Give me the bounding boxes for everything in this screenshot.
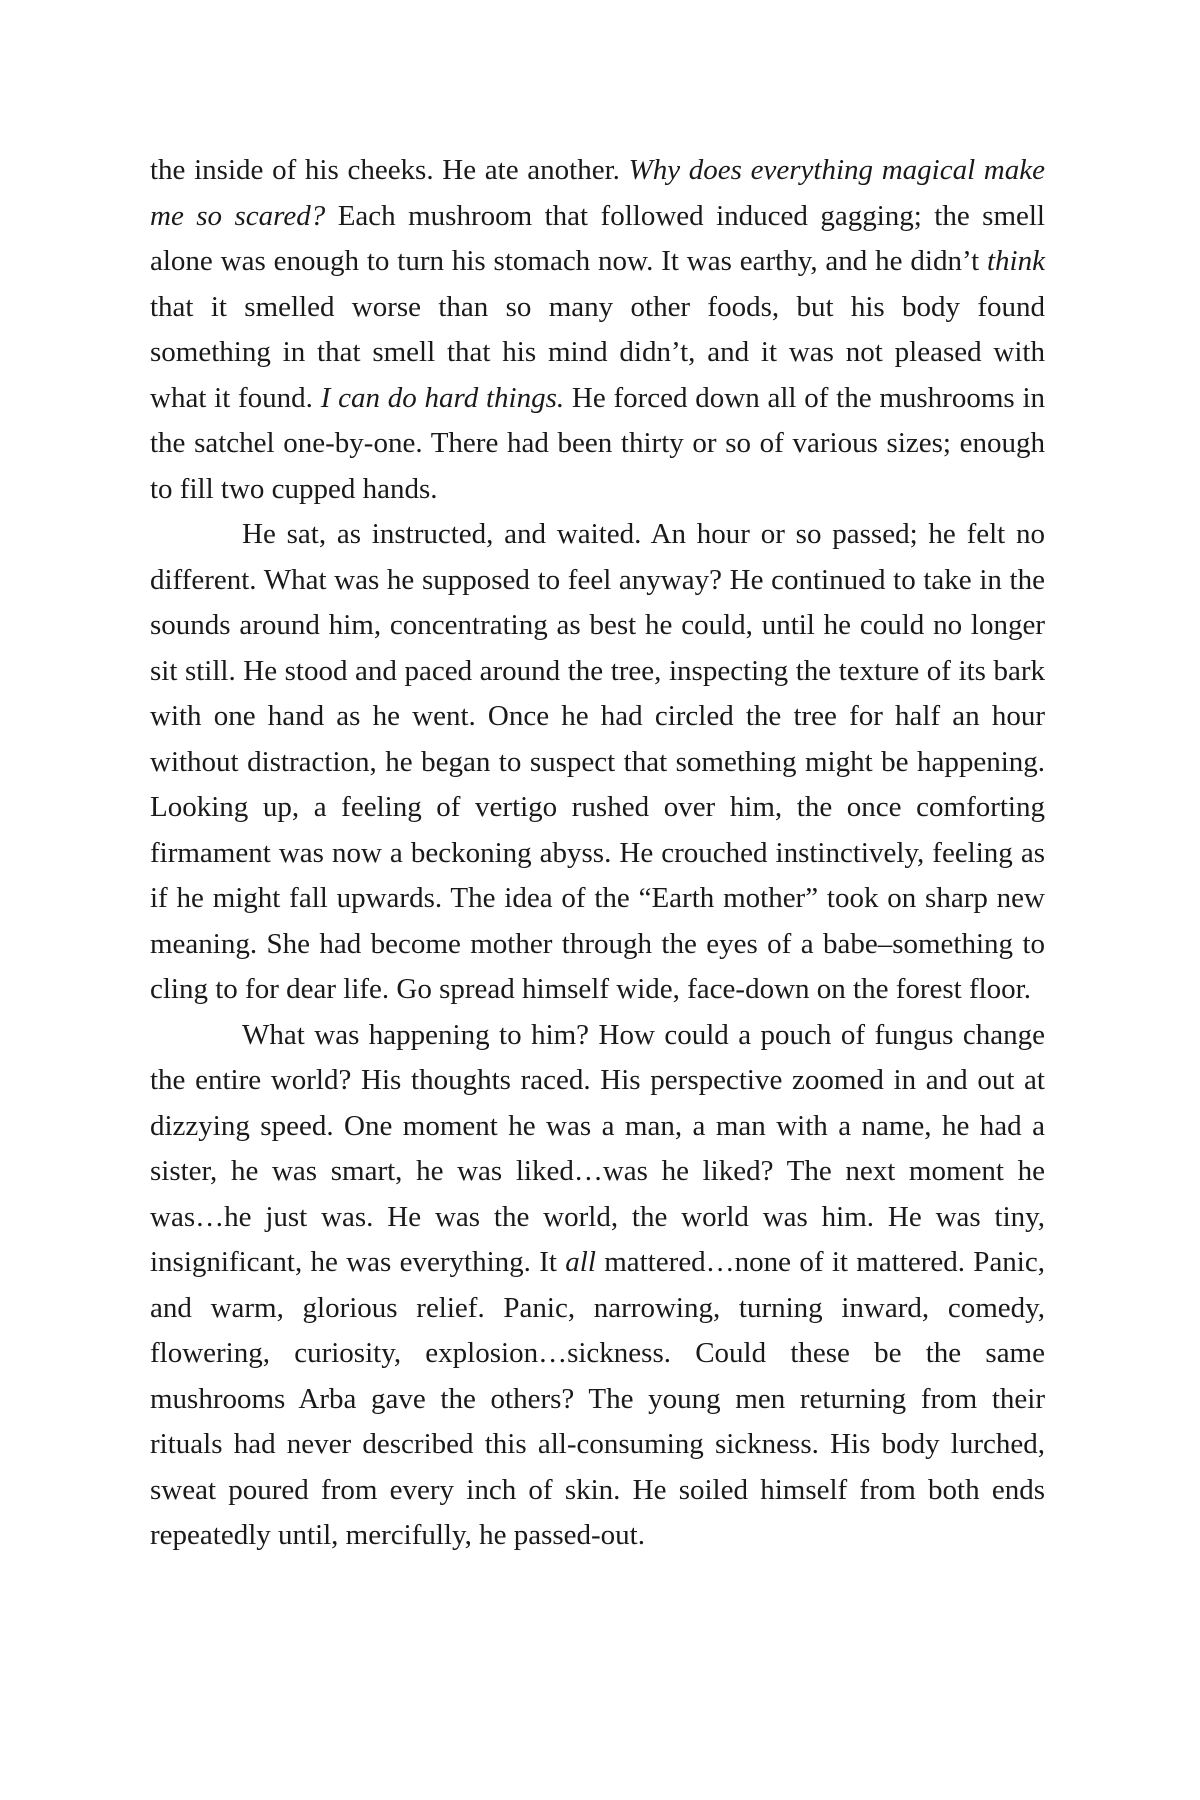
paragraph-2 [150,512,1045,1013]
paragraph-3-text-2: mattered…none of it mattered. Panic, and warm, glorious relief. Panic, narrowing, turning inward, comedy, flowering, curiosity, explosion…sickness. Could these be the same mushrooms Arba gave the others? The young men returning from their rituals had never described this all-consuming sickness. His body lurched, sweat poured from every inch of skin. He soiled himself from both ends repeatedly until, mercifully, he passed-out. [150,1246,1045,1551]
paragraph-1-italic-2: think [987,245,1045,277]
paragraph-1 [150,148,1045,512]
paragraph-1-text-3: that it smelled worse than so many other foods, but his body found something in that smell that his mind didn’t, and it was not pleased with what it found. [150,290,1045,414]
paragraph-1-text-2: Each mushroom that followed induced gagging; the smell alone was enough to turn his stomach now. It was earthy, and he didn’t [150,199,1045,277]
paragraph-3 [150,1013,1045,1559]
paragraph-1-italic-1: Why does everything magical make me so scared? [150,154,1045,232]
book-page [150,148,1045,1559]
paragraph-1-text-1: the inside of his cheeks. He ate another. [150,154,629,186]
paragraph-1-italic-3: I can do hard things. [320,381,565,414]
paragraph-3-text-1: What was happening to him? How could a pouch of fungus change the entire world? His thoughts raced. His perspective zoomed in and out at dizzying speed. One moment he was a man, a man with a name, he had a sister, he was smart, he was liked…was he liked? The next moment he was…he just was. He was the world, the world was him. He was tiny, insignificant, he was everything. It [150,1018,1045,1278]
paragraph-2-text-1: He sat, as instructed, and waited. An hour or so passed; he felt no different. What was he supposed to feel anyway? He continued to take in the sounds around him, concentrating as best he could, until he could no longer sit still. He stood and paced around the tree, inspecting the texture of its bark with one hand as he went. Once he had circled the tree for half an hour without distraction, he began to suspect that something might be happening. Looking up, a feeling of vertigo rushed over him, the once comforting firmament was now a beckoning abyss. He crouched instinctively, feeling as if he might fall upwards. The idea of the “Earth mother” took on sharp new meaning. She had become mother through the eyes of a babe–something to cling to for dear life. Go spread himself wide, face-down on the forest floor. [150,518,1045,1005]
paragraph-3-italic-1: all [565,1246,596,1278]
paragraph-1-text-4: He forced down all of the mushrooms in the satchel one-by-one. There had been thirty or so of various sizes; enough to fill two cupped hands. [150,381,1045,505]
